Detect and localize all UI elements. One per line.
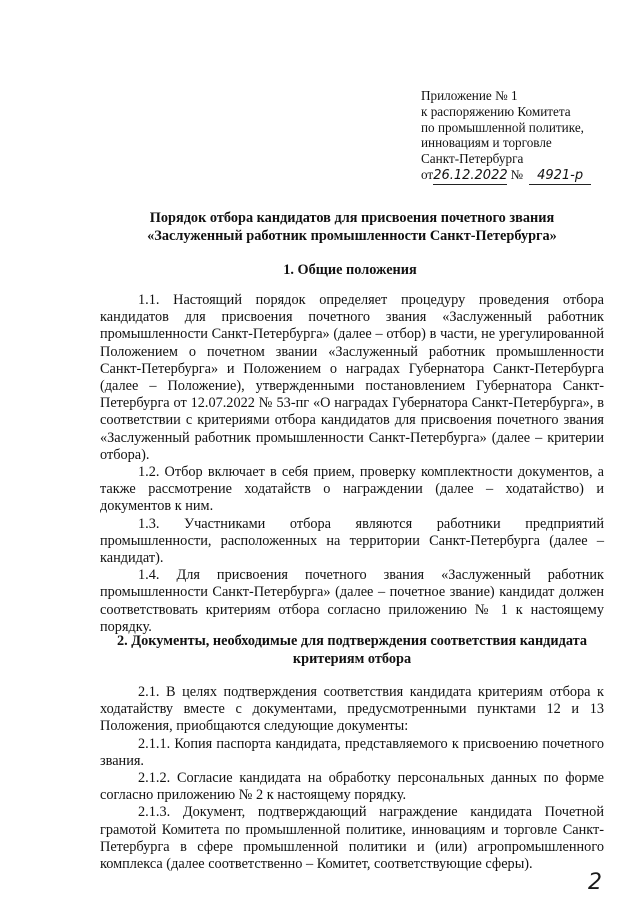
number-sign: № bbox=[510, 166, 524, 182]
attachment-number: Приложение № 1 bbox=[421, 88, 518, 103]
attachment-line: по промышленной политике, bbox=[421, 119, 584, 135]
attachment-date-row bbox=[421, 167, 621, 185]
section-heading-2 bbox=[100, 633, 604, 668]
attachment-header bbox=[421, 88, 621, 185]
paragraph: 2.1.2. Согласие кандидата на обработку персональных данных по форме согласно приложению № 2 к настоящему порядку. bbox=[100, 770, 604, 804]
paragraph: 2.1.1. Копия паспорта кандидата, представляемого к присвоению почетного звания. bbox=[100, 735, 604, 769]
section-heading-line: критериям отбора bbox=[292, 650, 412, 667]
paragraph: 1.1. Настоящий порядок определяет процедуру проведения отбора кандидатов для присвоения почетного звания «Заслуженный работник промышленности Санкт-Петербурга» (далее – отбор) в части, не урегулированной Положением о почетном звании «Заслуженный работник промышленности Санкт-Петербурга» и Положением о наградах Губернатора Санкт-Петербурга (далее – Положение), утвержденными постановлением Губернатора Санкт-Петербурга от 12.07.2022 № 53-пг «О наградах Губернатора Санкт-Петербурга», в соответствии с критериями отбора кандидатов для присвоения почетного звания «Заслуженный работник промышленности Санкт-Петербурга» (далее – критерии отбора). bbox=[100, 292, 604, 463]
attachment-line: Санкт-Петербурга bbox=[421, 151, 524, 167]
title-line: «Заслуженный работник промышленности Санкт-Петербурга» bbox=[147, 227, 557, 244]
section-heading-1: 1. Общие положения bbox=[283, 262, 417, 278]
section-heading-line: 2. Документы, необходимые для подтверждения соответствия кандидата bbox=[116, 633, 588, 649]
section-2-body bbox=[100, 684, 604, 873]
paragraph: 2.1. В целях подтверждения соответствия кандидата критериям отбора к ходатайству вместе с документами, предусмотренными пунктами 12 и 13 Положения, приобщаются следующие документы: bbox=[100, 684, 604, 735]
paragraph: 1.2. Отбор включает в себя прием, проверку комплектности документов, а также рассмотрение ходатайств о награждении (далее – ходатайство) и документов к ним. bbox=[100, 464, 604, 515]
attachment-line: к распоряжению Комитета bbox=[421, 103, 571, 119]
handwritten-date: 26.12.2022 bbox=[433, 167, 508, 183]
handwritten-number: 4921-р bbox=[529, 168, 591, 185]
date-prefix: от bbox=[421, 166, 434, 182]
paragraph: 1.4. Для присвоения почетного звания «Заслуженный работник промышленности Санкт-Петербурга» (далее – почетное звание) кандидат должен соответствовать критериям отбора согласно приложению № 1 к настоящему порядку. bbox=[100, 567, 604, 635]
document-title bbox=[92, 210, 612, 245]
paragraph: 1.3. Участниками отбора являются работники предприятий промышленности, расположенных на территории Санкт-Петербурга (далее – кандидат). bbox=[100, 515, 604, 567]
handwritten-page-number: 2 bbox=[588, 870, 602, 895]
attachment-line: инновациям и торговле bbox=[421, 135, 552, 151]
section-1-body bbox=[100, 292, 604, 636]
paragraph: 2.1.3. Документ, подтверждающий награждение кандидата Почетной грамотой Комитета по промышленной политике, инновациям и торговле Санкт-Петербурга в сфере промышленной политики и (или) агропромышленного комплекса (далее соответственно – Комитет, соответствующие сферы). bbox=[100, 804, 604, 873]
title-line: Порядок отбора кандидатов для присвоения почетного звания bbox=[149, 210, 555, 226]
